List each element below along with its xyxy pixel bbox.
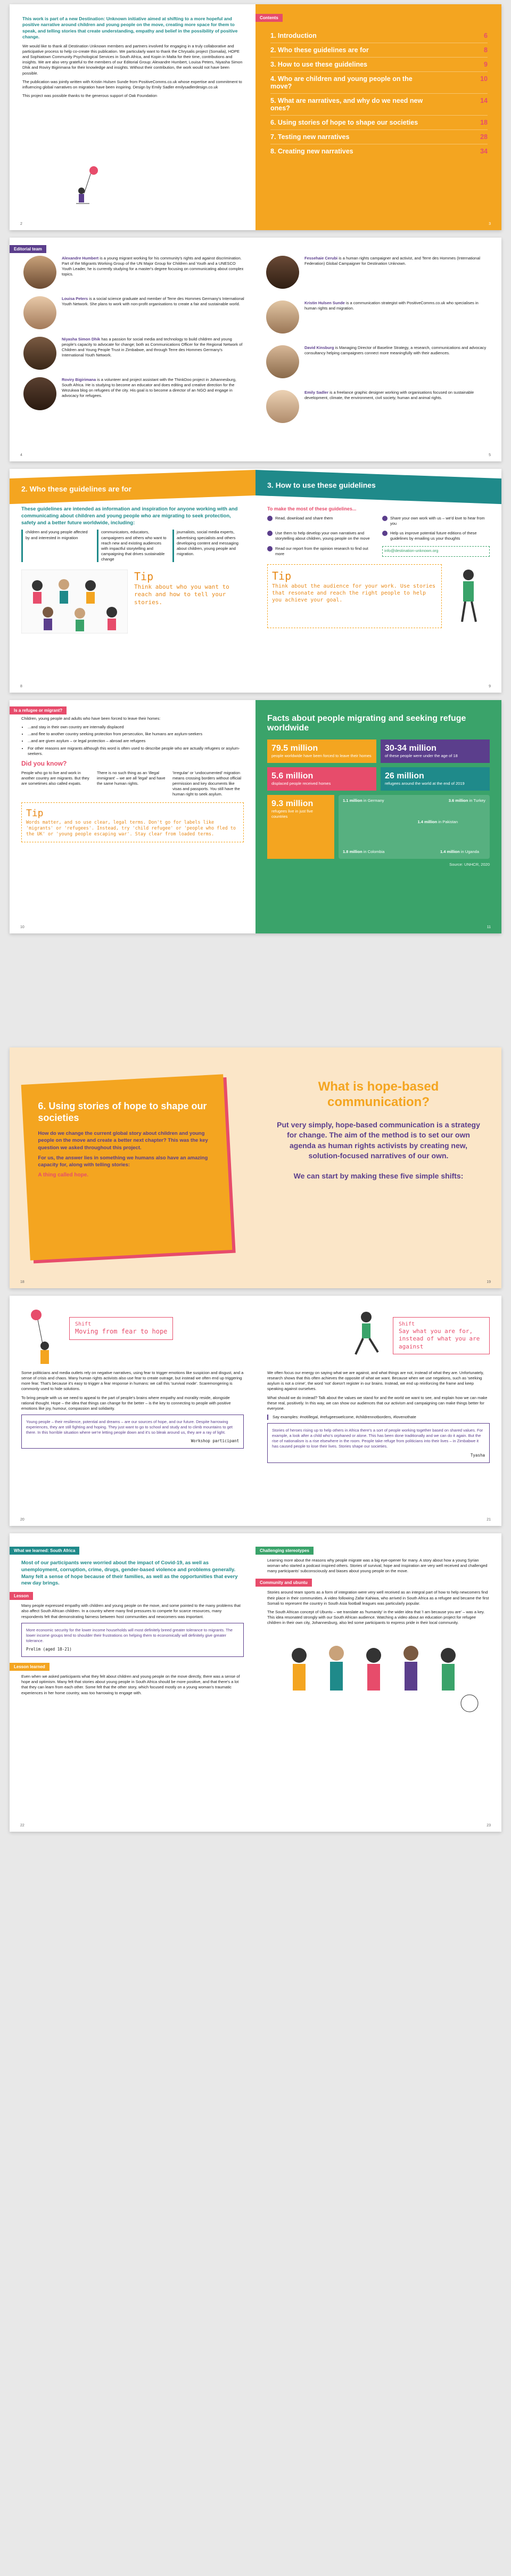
- page-number: 8: [20, 685, 22, 688]
- how-header: [256, 470, 501, 504]
- page-learned-right: [256, 1533, 501, 1832]
- share-icon: [382, 516, 388, 521]
- shift-badge: [69, 1317, 173, 1340]
- list-item: • ...and are given asylum – or legal protection – abroad are refugees: [28, 738, 244, 744]
- audience-item: children and young people affected by and interested in migration: [21, 530, 93, 562]
- avatar: [266, 390, 299, 423]
- avatar: [23, 337, 56, 370]
- contents-item[interactable]: 5. What are narratives, and why do we need new ones? 14: [270, 94, 488, 116]
- how-step: Read our report from the opinion research to find out more: [275, 546, 368, 556]
- download-icon: [267, 516, 273, 521]
- map-label: 3.6 million in Turkey: [448, 798, 485, 803]
- refugee-tag: Is a refugee or migrant?: [10, 706, 67, 714]
- facts-heading: Facts about people migrating and seeking refuge worldwide: [267, 714, 466, 733]
- page-number: 5: [489, 453, 491, 457]
- challenge-body: Learning more about the reasons why people migrate was a big eye-opener for many. A story about how a young Syrian woman who started a podcast inspired others. Stories of survival, hope and inspiration are very well received and challenged many participants' subconsciously and biases about young people on the move.: [267, 1558, 488, 1574]
- spread-learned: [10, 1533, 501, 1832]
- shift-label: Shift: [75, 1321, 92, 1327]
- lesson-tag: Lesson: [10, 1592, 33, 1600]
- page-contents: [256, 4, 501, 230]
- member-card: Niyasha Simon Dhik has a passion for social media and technology to build children and young people's capacity to advocate for change; both as Communications Officer for the Regional Network of Children and Young People Trust in Zimbabwe, and through Terre des Hommes Germany's International Youth Network.: [23, 337, 245, 370]
- hope-heading: 6. Using stories of hope to shape our societies: [38, 1101, 207, 1123]
- spread-facts: [10, 700, 501, 933]
- page-number: 9: [489, 685, 491, 688]
- hope-body: How do we change the current global story about children and young people on the move and create a better next chapter? This was the key question we asked throughout this project.: [38, 1131, 208, 1151]
- page-number: 22: [20, 1824, 24, 1827]
- challenge-tag: Challenging stereotypes: [256, 1547, 314, 1555]
- page-number: 19: [487, 1280, 491, 1284]
- map-label: 1.1 million in Germany: [343, 798, 384, 803]
- community-body: The South African concept of Ubuntu – we translate as 'humanity' in the wider idea that 'I am because you are' – was a key. This idea resonated strongly with our South African audience. Watching a video about an education project for refugee children in their own city, Johannesburg, also led some participants to express pride in their local community.: [267, 1609, 485, 1625]
- contents-item[interactable]: 6. Using stories of hope to shape our societies 18: [270, 116, 488, 130]
- how-heading: 3. How to use these guidelines: [267, 481, 376, 490]
- person-illustration: [447, 564, 490, 628]
- quote-box: Stories of heroes rising up to help others in Africa there's a sort of people working together based on shared values. For example, a look after a child who's orphaned or alone. This has been done traditionally and we can do it again. But the rise of nationalism is a rise elsewhere in the room. People take refuge from politicians into their lives – in Zimbabwe it has caused people to lose their lives. Stories shape our societies. Tyasha: [267, 1423, 490, 1463]
- avatar: [23, 296, 56, 329]
- page-number: 3: [489, 222, 491, 226]
- fact-card: 9.3 million refugees live in just five countries: [267, 795, 334, 859]
- contents-item[interactable]: 7. Testing new narratives 28: [270, 130, 488, 144]
- hope-answer: For us, the answer lies in something we humans also have an amazing capacity for, along with telling stories:: [38, 1155, 208, 1168]
- lesson-body: Even when we asked participants what they felt about children and young people on the move directly, there was a sense of hope and optimism. Many felt that stories about young people in South Africa should be more positive, and that there's a lot that they can learn from each other. Some felt that the other story, which focused mostly on a young woman's traumatic experiences in her home country, was too harrowing to engage with.: [21, 1674, 240, 1695]
- contents-item[interactable]: 4. Who are children and young people on the move? 10: [270, 72, 488, 94]
- avatar: [23, 377, 56, 410]
- list-item: • For other reasons are migrants although this word is often used to describe people who are actually refugees or asylum-seekers.: [28, 746, 244, 757]
- hope-question: What is hope-based communication?: [318, 1079, 439, 1109]
- map-label: 1.8 million in Colombia: [343, 849, 385, 855]
- avatar: [266, 345, 299, 378]
- contents-tag: Contents: [256, 14, 283, 22]
- list-item: • ...and flee to another country seeking protection from persecution, like humans are asylum-seekers: [28, 732, 244, 737]
- contents-item[interactable]: 2. Who these guidelines are for 8: [270, 43, 488, 58]
- lesson-body: Many people expressed empathy with children and young people on the move, and some pointed to the many problems that also affect South African children. In a country where many find pressures to compete for scarce resources, many respondents felt that demonstrating fairness between host communities and newcomers was important.: [21, 1603, 241, 1619]
- map-label: 1.4 million in Uganda: [440, 849, 479, 855]
- pencil-icon: [267, 531, 273, 536]
- people-illustration: [21, 570, 128, 633]
- member-card: Emily Sadler is a freelance graphic designer working with organisations focused on sustainable development, climate, the environment, civil society, human and animal rights.: [266, 390, 489, 423]
- hashtags: Say examples: #notillegal, #refugeeswelcome, #childrennotborders, #lovenothate: [267, 1415, 490, 1420]
- quote-author: Prelim (aged 18-21): [26, 1647, 72, 1652]
- avatar: [266, 300, 299, 334]
- refugee-intro: Children, young people and adults who have been forced to leave their homes:: [21, 716, 161, 721]
- mail-icon: [382, 531, 388, 536]
- member-card: Louisa Peters is a social science graduate and member of Terre des Hommes Germany's International Youth Network. She plans to work with non-profit organisations to create a fair and sustainable world.: [23, 296, 245, 329]
- page-number: 23: [487, 1824, 491, 1827]
- tip-text: Think about the audience for your work. Use stories that resonate and reach the right people to help you achieve your goal.: [272, 583, 436, 603]
- shift-body: What should we do instead? Talk about the values we stand for and the world we want to see, and explain how we can make these real, positively. In this way, we can show our audiences that our activism and campaigning can make things better for everyone.: [267, 1395, 488, 1411]
- shift-body: Some politicians and media outlets rely on negative narratives, using fear to trigger emotions like suspicion and disgust, and a sense of crisis and chaos. Many human rights activists also use fear to create outrage, but instead we often end up triggering more fear. That's because it's easy to trigger a fear response in humans: we call this 'survival mode'. Scaremongering is commonly used to hide solutions.: [21, 1370, 244, 1392]
- list-item: • ...and stay in their own country are internally displaced: [28, 725, 244, 730]
- page-facts: [256, 700, 501, 933]
- hope-panel: [21, 1074, 233, 1260]
- avatar: [266, 256, 299, 289]
- page-shift-1: [10, 1296, 256, 1526]
- how-step: Read, download and share them: [275, 516, 333, 521]
- team-tag: Editorial team: [10, 245, 46, 253]
- hope-thing: A thing called hope.: [38, 1172, 89, 1178]
- balloon-illustration: [68, 164, 111, 207]
- intro-authors: The publication was jointly written with Kristin Hulsen Sunde from PositiveComms.co.uk whose expertise and commitment to influencing global narratives on migration have been inspiring. Design by Emily Sadler emilysadlerdesign.co.uk: [22, 79, 242, 90]
- page-acknowledgements: [10, 4, 256, 230]
- how-step: Use them to help develop your own narratives and storytelling about children, young people on the move: [275, 531, 370, 541]
- who-lead: These guidelines are intended as information and inspiration for anyone working with and communicating about children and young people who are migrating to seek protection, safety and a better future worldwide, including:: [21, 506, 238, 526]
- group-illustration: [267, 1634, 490, 1725]
- lesson-tag: Lesson learned: [10, 1663, 50, 1671]
- map-label: 1.4 million in Pakistan: [417, 819, 458, 825]
- fact-card: 26 million refugees around the world at the end of 2019: [381, 767, 490, 791]
- tip-text: Words matter, and so use clear, legal terms. Don't go for labels like 'migrants' or 'refugees'. Instead, try 'child refugee' or 'people who fled to the UK' or 'young people escaping war'. Stay clear from loaded terms.: [26, 819, 236, 837]
- contact-email[interactable]: info@destination-unknown.org: [382, 546, 490, 557]
- page-team-right: [256, 238, 501, 461]
- member-card: Alexandre Humbert is a young migrant working for his community's rights and against discrimination. Part of the Migrants Working Group of the UN Major Group for Children and Youth and a UNESCO Youth Leader, he is currently studying for a master's degree focusing on communicating about complex topics.: [23, 256, 245, 289]
- did-you-know: Did you know?: [21, 759, 67, 767]
- fact-card: 5.6 million displaced people received homes: [267, 767, 376, 791]
- member-card: Roviry Bigirimana is a volunteer and project assistant with the ThinkDoo project in Johannesburg, South Africa. He is studying to become an educator and does editing and creative direction for the Wezukwa blog on refugees of the city. His goal is to become a director of an NGO and engage in advocacy for refugees.: [23, 377, 245, 410]
- member-card: Kristin Hulsen Sunde is a communication strategist with PositiveComms.co.uk who specialises in human rights and migration.: [266, 300, 489, 334]
- shift-badge: [393, 1317, 490, 1354]
- member-card: Fessehaie Cerubi is a human rights campaigner and activist, and Terre des Hommes (International Federation) Global Campaigner for Destination Unknown.: [266, 256, 489, 289]
- contents-item[interactable]: 3. How to use these guidelines 9: [270, 58, 488, 72]
- shift-body: To bring people with us we need to appeal to the part of people's brains where empathy and morality reside, alongside rational thought. Hope – the idea that things can change for the better – is the key to connecting to people with positive emotions like joy, humour, compassion and solidarity.: [21, 1395, 231, 1411]
- who-header: [10, 470, 256, 504]
- contents-item[interactable]: 1. Introduction 6: [270, 29, 488, 43]
- tip-label: Tip: [26, 808, 44, 819]
- quote-author: Tyasha: [470, 1452, 485, 1458]
- shift-title: Say what you are for, instead of what you are against: [399, 1328, 480, 1350]
- page-how: [256, 469, 501, 693]
- page-number: 18: [20, 1280, 24, 1284]
- fact-card: 79.5 million people worldwide have been forced to leave their homes: [267, 740, 376, 763]
- learned-lead: Most of our participants were worried about the impact of Covid-19, as well as unemployment, corruption, crime, drugs, gender-based violence and problems generally. Many felt a sense of hope because of their families, as well as the opportunities that every new day brings.: [21, 1560, 238, 1587]
- hope-shifts: We can start by making these five simple shifts:: [293, 1171, 464, 1180]
- page-hope-left: [10, 1047, 256, 1288]
- fact: There is no such thing as an 'illegal immigrant' – we are all 'legal' and have the same human rights.: [97, 770, 166, 786]
- page-number: 2: [20, 222, 22, 226]
- balloon-person-illustration: [21, 1306, 64, 1370]
- page-refugee: [10, 700, 256, 933]
- page-learned-left: [10, 1533, 256, 1832]
- spread-team: [10, 238, 501, 461]
- fact: People who go to live and work in another country are migrants. But they are sometimes also called expats.: [21, 770, 89, 786]
- jumping-person-illustration: [345, 1306, 388, 1370]
- page-who: [10, 469, 256, 693]
- report-icon: [267, 546, 273, 551]
- community-tag: Community and ubuntu: [256, 1579, 312, 1587]
- fact: 'Irregular' or 'undocumented' migration means crossing borders without official permission and key documents like visas and passports. You still have the human right to seek asylum.: [172, 770, 242, 797]
- page-number: 21: [487, 1518, 491, 1522]
- how-step: Help us improve potential future editions of these guidelines by emailing us your thoughts: [390, 531, 477, 541]
- quote-box: Young people – their resilience, potential and dreams – are our sources of hope, and our future. Despite harrowing experiences, they are still fighting and hoping. They just want to go to school and study and to climb mountains to get there. In this horrible situation where we're letting people down and it's so bleak around us, they are a ray of light. Workshop participant: [21, 1415, 244, 1449]
- hope-definition: Put very simply, hope-based communication is a strategy for change. The aim of the method is to set our own agenda as human rights activists by creating new, solution-focused narratives of our own.: [277, 1120, 480, 1160]
- spread-who-how: [10, 469, 501, 693]
- avatar: [23, 256, 56, 289]
- page-team-left: [10, 238, 256, 461]
- page-number: 4: [20, 453, 22, 457]
- how-step: Share your own work with us – we'd love to hear from you: [390, 516, 485, 526]
- spread-intro: [10, 4, 501, 230]
- how-subtitle: To make the most of these guidelines...: [267, 506, 357, 511]
- contents-list: [270, 29, 488, 158]
- tip-label: Tip: [134, 570, 154, 583]
- spread-hope: [10, 1047, 501, 1288]
- community-body: Stories around team sports as a form of integration were very well received as an integral part of how to help newcomers find their place in their communities. A video following Zafar Kahiwa, who arrived in South Africa as a refugee and became the first Somali to represent the country in South Asia football leagues was particularly popular.: [267, 1590, 489, 1606]
- shift-title: Moving from fear to hope: [75, 1328, 168, 1335]
- quote-author: Workshop participant: [191, 1439, 239, 1444]
- shift-body: We often focus our energy on saying what we are against, and what things are not, instead of what they are. Unfortunately, research shows that this often achieves the opposite of what we want. Because when we use negations, such as 'seeking asylum is not a crime', the word 'not' doesn't register in our brains. Instead, we end up reinforcing the frame and keep speaking against ourselves.: [267, 1370, 484, 1392]
- page-number: 10: [20, 925, 24, 929]
- tip-label: Tip: [272, 569, 292, 582]
- page-number: 20: [20, 1518, 24, 1522]
- world-map: [339, 795, 490, 859]
- who-heading: 2. Who these guidelines are for: [21, 484, 131, 493]
- learned-tag: What we learned: South Africa: [10, 1547, 79, 1555]
- contents-item[interactable]: 8. Creating new narratives 34: [270, 148, 488, 155]
- quote-box: More economic security for the lower income households will most definitely breed greater tolerance to migrants. The lower income groups tend to shoulder their frustrations on helping them to economically will definitely give greater tolerance. Prelim (aged 18-21): [21, 1623, 244, 1657]
- tip-text: Think about who you want to reach and how to tell your stories.: [134, 583, 229, 606]
- member-card: David Kinsburg is Managing Director of Baseline Strategy, a research, communications and advocacy consultancy helping campaigners connect more meaningfully with their audiences.: [266, 345, 489, 378]
- audience-item: journalists, social media experts, advertising specialists and others developing content and messaging about children, young people and migration.: [172, 530, 244, 562]
- page-shift-2: [256, 1296, 501, 1526]
- shift-label: Shift: [399, 1321, 415, 1327]
- page-number: 11: [487, 925, 491, 929]
- fact-card: 30-34 million of these people were under the age of 18: [381, 740, 490, 763]
- intro-funder: This project was possible thanks to the generous support of Oak Foundation: [22, 93, 158, 98]
- intro-thanks: We would like to thank all Destination Unknown members and partners involved for engaging in a truly collaborative and participative process to help co-create this publication. We particularly want to thank the Chrysalis project (Somalia), HOPE and Sophiatown Community Psychological Services in South Africa, and Kopin in Malta for their time, contributions and insights. We are also very grateful to the members of our Editorial Group: Alexandre Humbert, Louisa Peters, Niyasha Simon Dhik and Roviry Bigirimana for their knowledge and insights. Without their contribution, the work would not have been possible.: [22, 43, 243, 76]
- audience-item: communicators, educators, campaigners and others who want to reach new and existing audiences with impactful storytelling and campaigning that drives sustainable change: [97, 530, 168, 562]
- refugee-definitions: [21, 725, 244, 757]
- intro-lead: This work is part of a new Destination: Unknown initiative aimed at shifting to a more hopeful and positive narrative around children and young people on the move, creating more space for them to speak, and telling stories that create understanding, empathy and belief in the possibility of positive change.: [22, 16, 238, 40]
- spread-shifts: [10, 1296, 501, 1526]
- facts-source: Source: UNHCR, 2020: [449, 862, 490, 867]
- page-hope-right: [256, 1047, 501, 1288]
